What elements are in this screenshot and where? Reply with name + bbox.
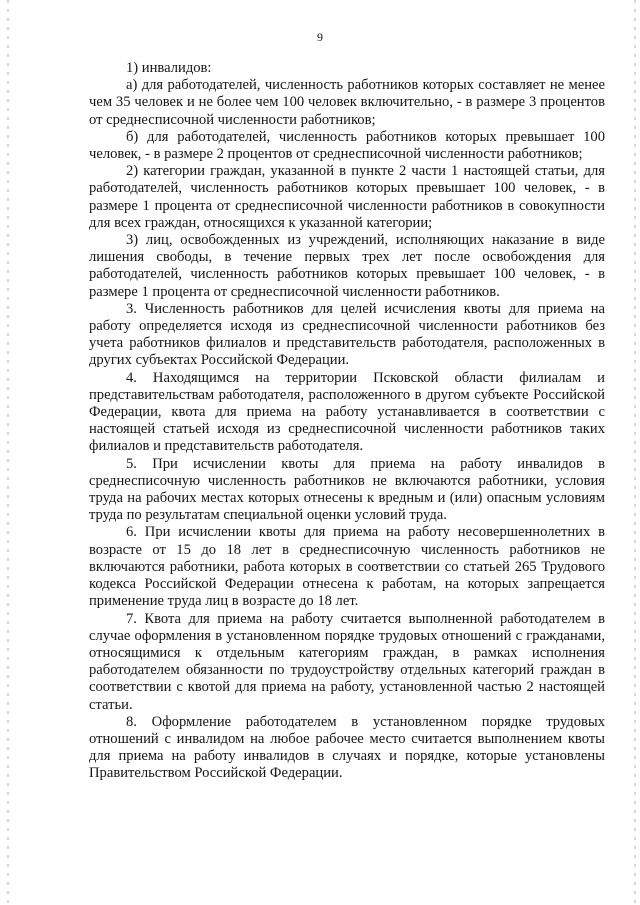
paragraph-1-disabled: 1) инвалидов: [126, 60, 212, 76]
paragraph-1b: б) для работодателей, численность работников которых превышает 100 человек, - в размере 2 процентов от среднесписочной численности работников; [89, 128, 605, 163]
paragraph-2: 2) категории граждан, указанной в пункте 2 части 1 настоящей статьи, для работодателей, численность работников которых превышает 100 человек, - в размере 1 процента от среднесписочной численности работников в совокупности для всех граждан, относящихся к указанной категории; [89, 163, 605, 231]
paragraph-3-released: 3) лиц, освобожденных из учреждений, исполняющих наказание в виде лишения свободы, в течение первых трех лет после освобождения для работодателей, численность работников которых превышает 100 человек, - в размере 1 процента от среднесписочной численности работников. [89, 232, 605, 300]
document-body [89, 60, 605, 783]
clause-7: 7. Квота для приема на работу считается выполненной работодателем в случае оформления в установленном порядке трудовых отношений с гражданами, относящимися к отдельным категориям граждан, в рамках исполнения работодателем обязанности по трудоустройству отдельных категорий граждан в соответствии с квотой для приема на работу, установленной частью 2 настоящей статьи. [89, 610, 605, 713]
clause-5: 5. При исчислении квоты для приема на работу инвалидов в среднесписочную численность работников не включаются работники, условия труда на рабочих местах которых отнесены к вредным и (или) опасным условиям труда по результатам специальной оценки условий труда. [89, 455, 605, 524]
scan-edge-left [7, 0, 9, 905]
clause-4: 4. Находящимся на территории Псковской области филиалам и представительствам работодателя, расположенного в другом субъекте Российской Федерации, квота для приема на работу устанавливается в соответствии с настоящей статьей исходя из среднесписочной численности работников таких филиалов и представительств работодателя. [89, 369, 605, 455]
page-number: 9 [317, 30, 323, 44]
clause-3: 3. Численность работников для целей исчисления квоты для приема на работу определяется исходя из среднесписочной численности работников без учета работников филиалов и представительств работодателя, расположенных в других субъектах Российской Федерации. [89, 300, 605, 369]
clause-6: 6. При исчислении квоты для приема на работу несовершеннолетних в возрасте от 15 до 18 лет в среднесписочную численность работников не включаются работники, работа которых в соответствии со статьей 265 Трудового кодекса Российской Федерации отнесена к работам, на которых запрещается применение труда лиц в возрасте до 18 лет. [89, 524, 605, 610]
scan-edge-right [634, 0, 636, 905]
clause-8: 8. Оформление работодателем в установленном порядке трудовых отношений с инвалидом на любое рабочее место считается выполнением квоты для приема на работу инвалидов в случаях и порядке, которые установлены Правительством Российской Федерации. [89, 713, 605, 782]
paragraph-1a: а) для работодателей, численность работников которых составляет не менее чем 35 человек и не более чем 100 человек включительно, - в размере 3 процентов от среднесписочной численности работников; [89, 77, 605, 128]
